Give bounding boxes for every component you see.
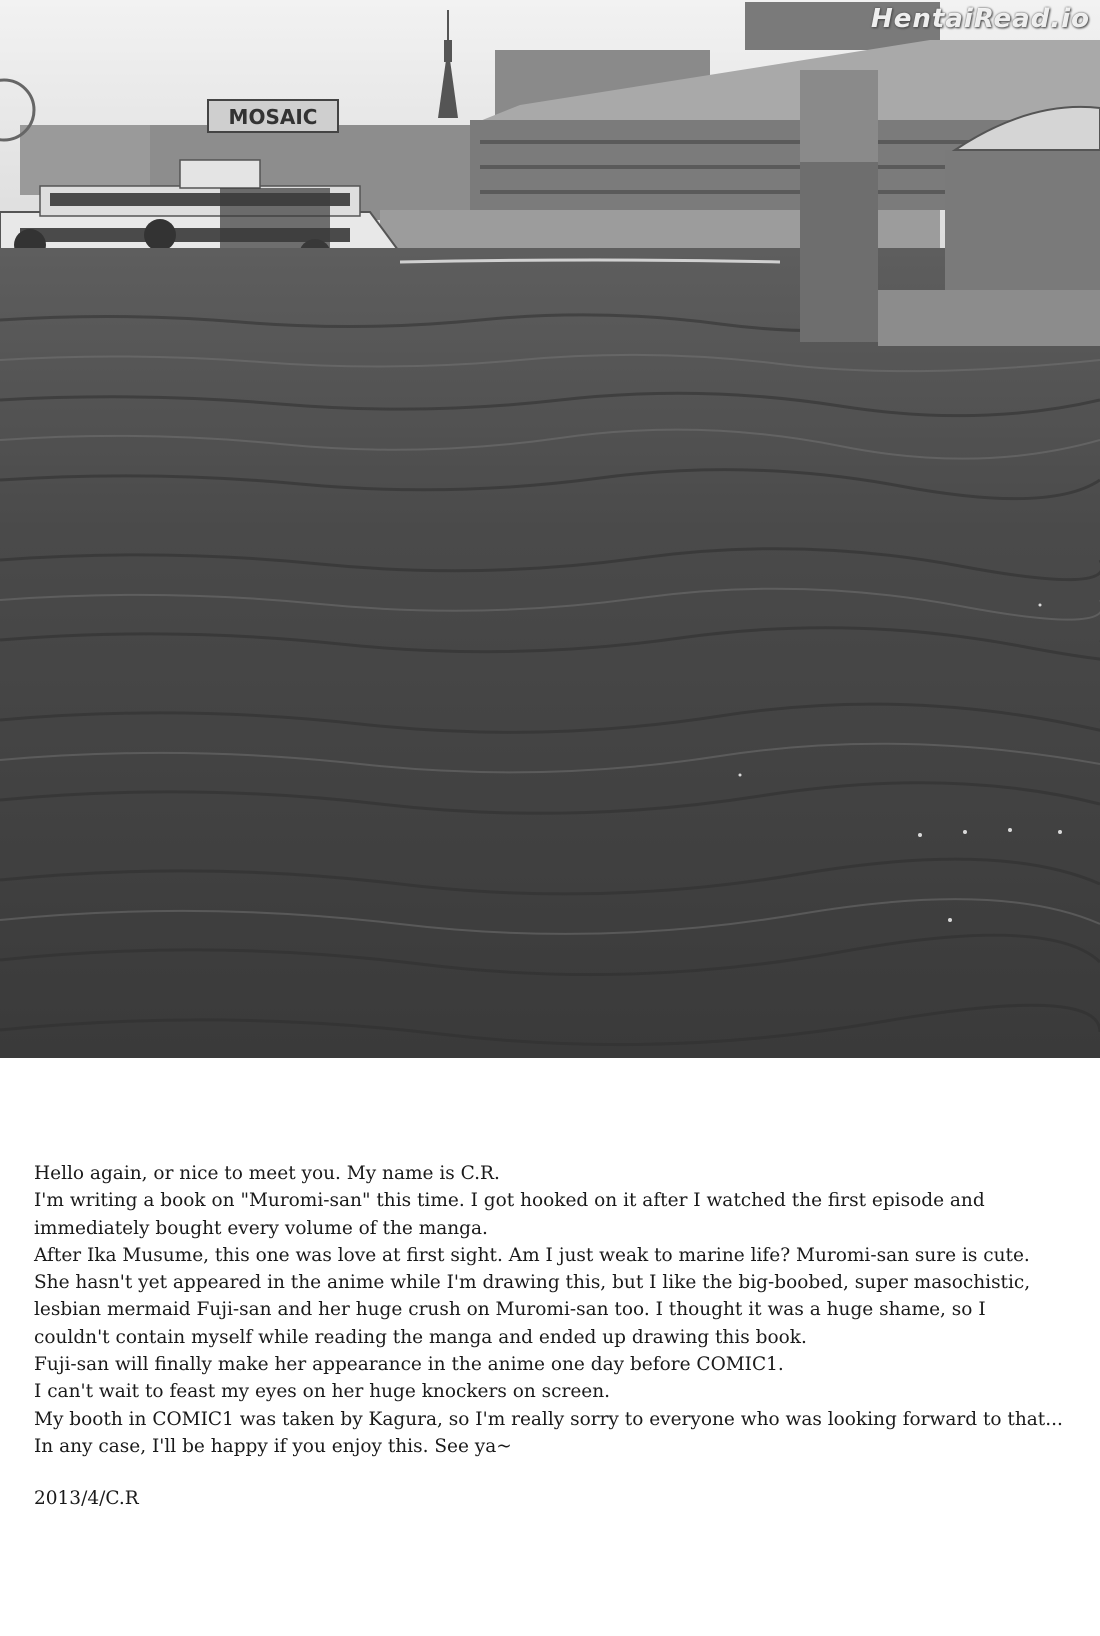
building-sign: MOSAIC: [228, 105, 318, 129]
afterword-line: After Ika Musume, this one was love at first sight. Am I just weak to marine life? Muromi-san sure is cute.: [34, 1244, 1030, 1266]
afterword-line: She hasn't yet appeared in the anime while I'm drawing this, but I like the big-boobed, super masochistic,: [34, 1272, 1031, 1294]
afterword-line: Hello again, or nice to meet you. My name is C.R.: [34, 1163, 500, 1184]
afterword-line: I'm writing a book on "Muromi-san" this time. I got hooked on it after I watched the first episode and: [34, 1190, 985, 1212]
signature-date: 2013/4/C.R: [34, 1488, 139, 1509]
afterword-line: lesbian mermaid Fuji-san and her huge crush on Muromi-san too. I thought it was a huge shame, so I: [34, 1299, 986, 1321]
site-watermark: HentaiRead.io: [871, 4, 1090, 34]
afterword-line: Fuji-san will finally make her appearance in the anime one day before COMIC1.: [34, 1354, 784, 1376]
afterword-line: My booth in COMIC1 was taken by Kagura, so I'm really sorry to everyone who was looking forward to that...: [34, 1408, 1063, 1430]
afterword-text: [34, 1160, 1074, 1460]
afterword-line: In any case, I'll be happy if you enjoy this. See ya~: [34, 1435, 512, 1457]
afterword-line: I can't wait to feast my eyes on her huge knockers on screen.: [34, 1381, 611, 1403]
afterword-line: couldn't contain myself while reading the manga and ended up drawing this book.: [34, 1326, 807, 1348]
afterword-line: immediately bought every volume of the manga.: [34, 1217, 488, 1239]
